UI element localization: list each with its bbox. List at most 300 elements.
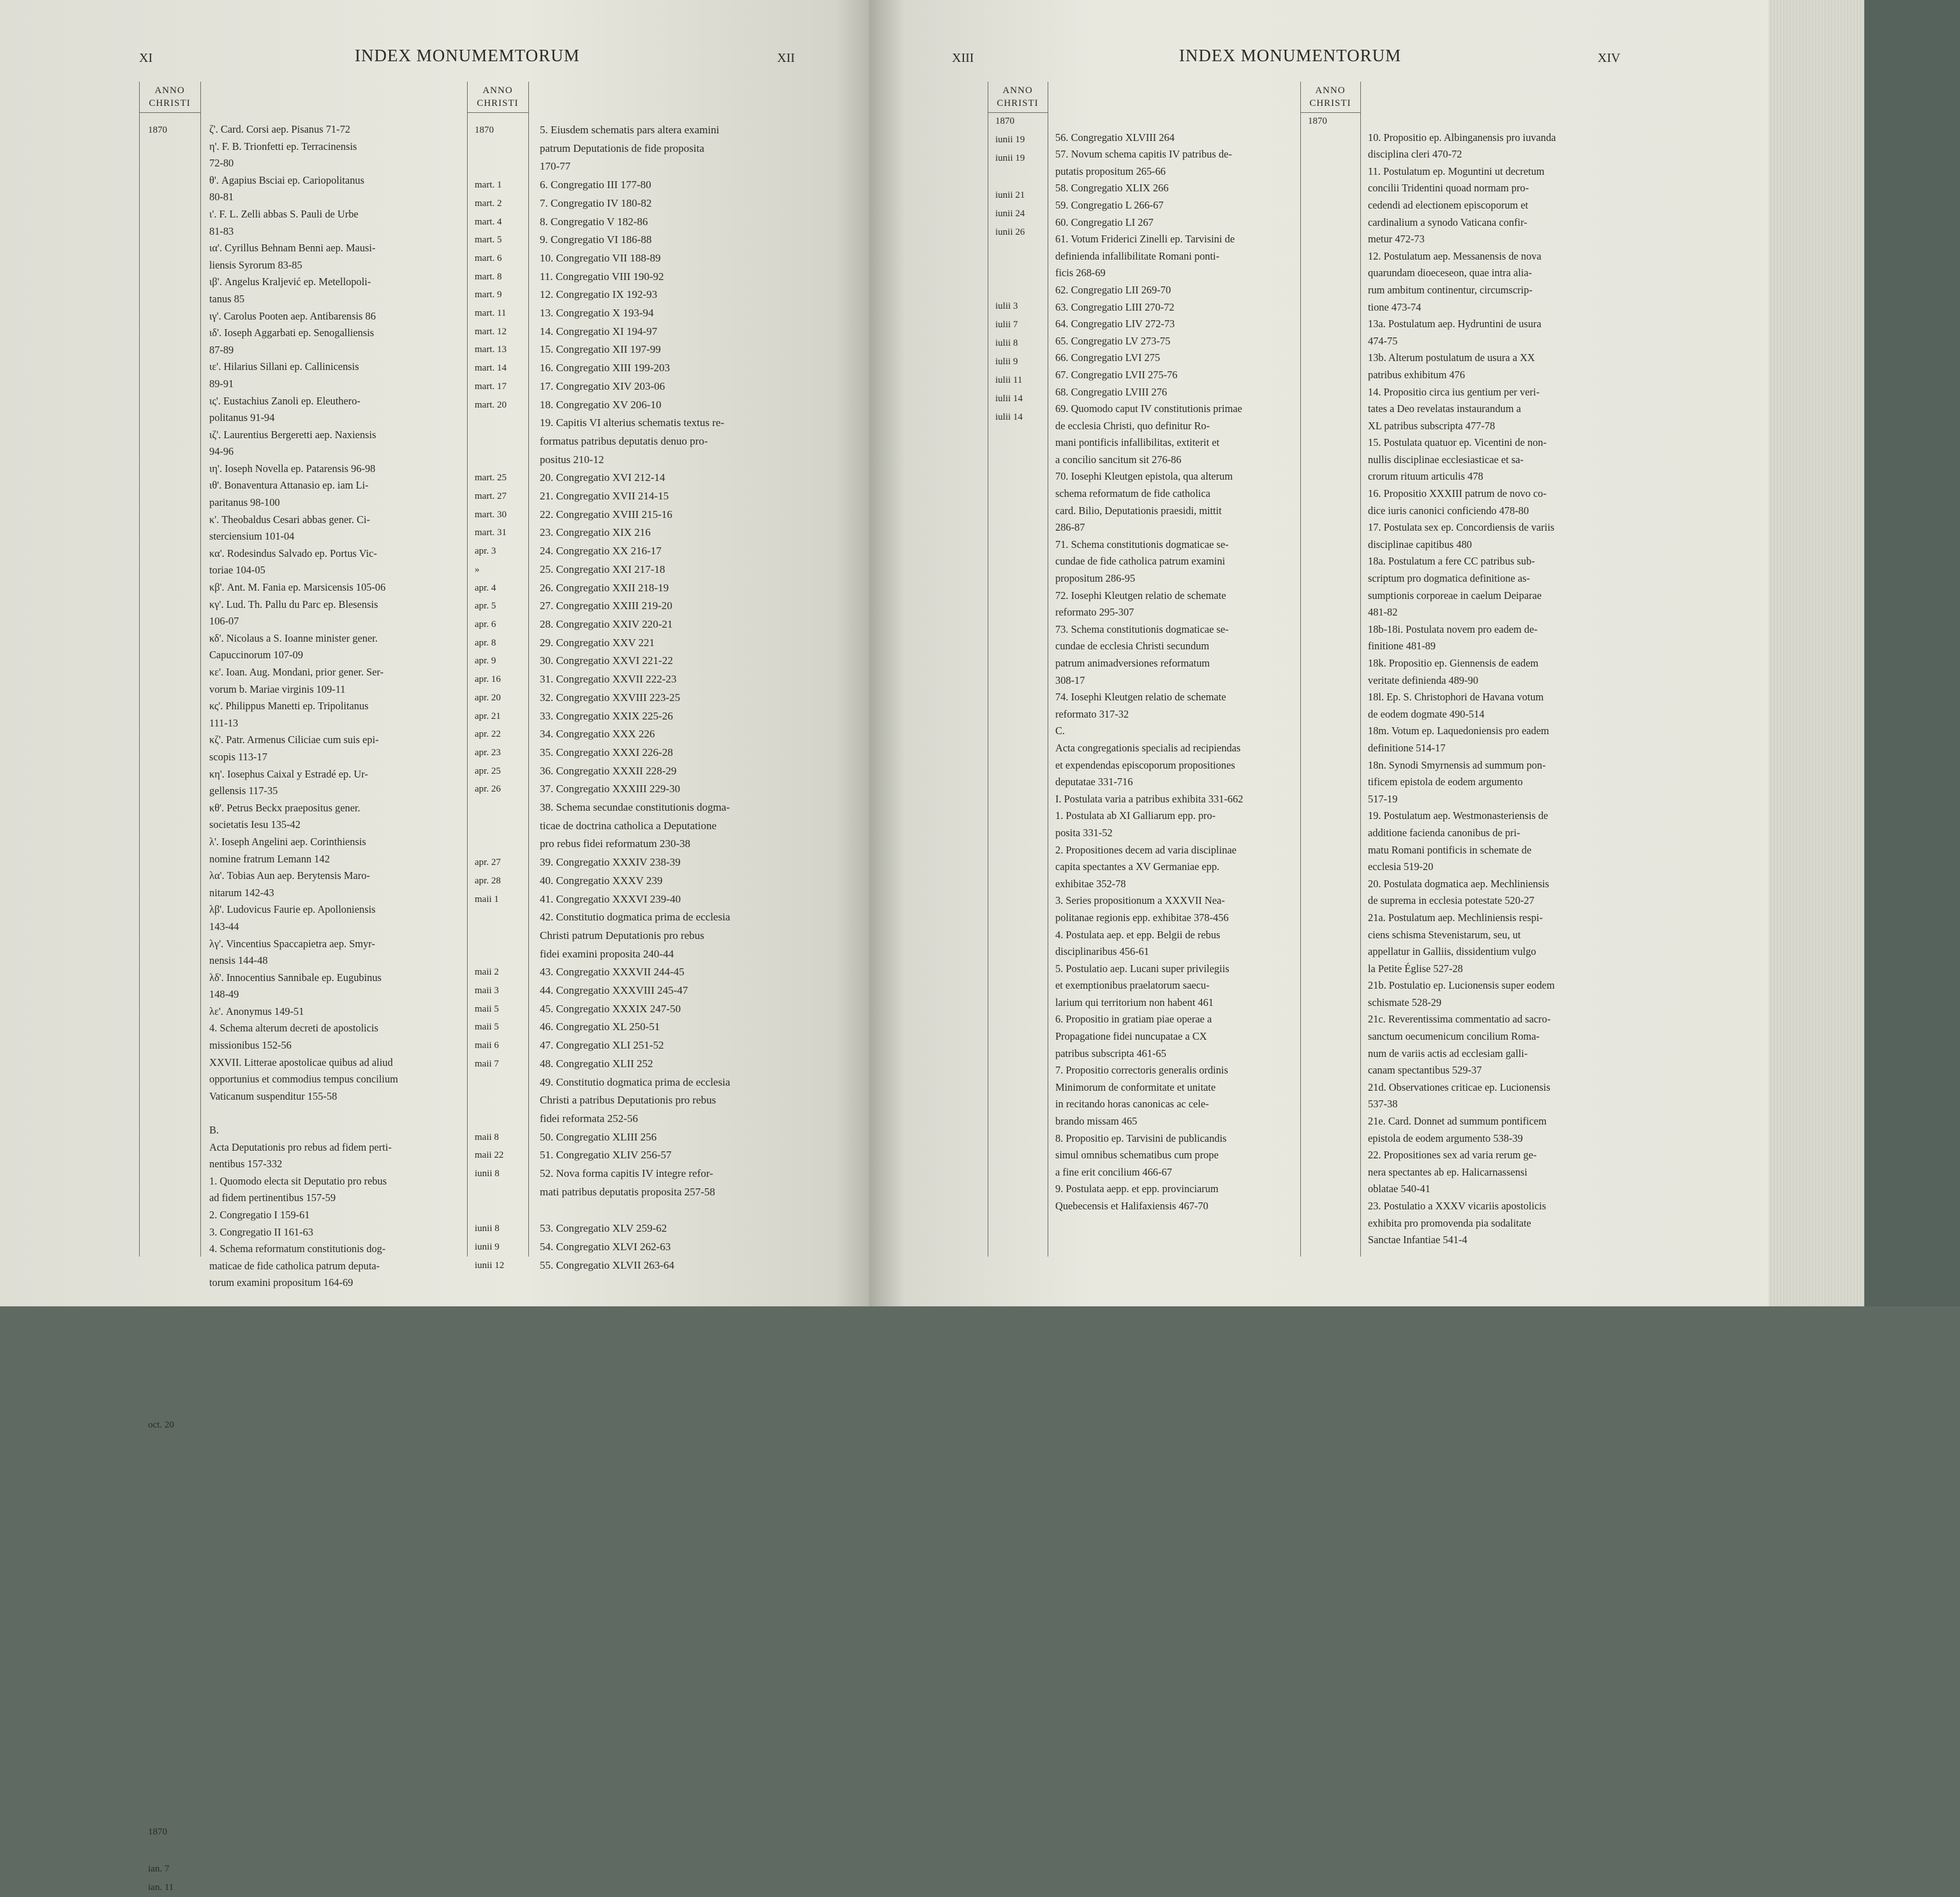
index-entry-line: 26. Congregatio XXII 218-19 [540, 581, 669, 594]
index-entry-line: Propagatione fidei nuncupatae a CX [1055, 1030, 1207, 1043]
index-entry-line: ιθ'. Bonaventura Attanasio ep. iam Li- [209, 479, 369, 492]
date-cell: maii 7 [475, 1058, 499, 1069]
running-title-left: INDEX MONUMEMTORUM [355, 46, 580, 65]
date-cell [148, 676, 198, 695]
index-entry-line: ticae de doctrina catholica a Deputatione [540, 819, 717, 832]
index-entry-line: tione 473-74 [1368, 300, 1422, 313]
date-cell: mart. 20 [475, 399, 507, 410]
date-cell [148, 806, 198, 824]
date-cell [148, 1694, 198, 1712]
date-cell [475, 451, 524, 469]
date-cell [148, 972, 198, 991]
page-number-xiii: XIII [952, 51, 974, 65]
index-entry-line: 2. Propositiones decem ad varia disciplinae [1055, 843, 1237, 856]
date-cell: mart. 31 [475, 528, 507, 538]
column-rule [139, 82, 140, 1257]
index-entry-line: κα'. Rodesindus Salvado ep. Portus Vic- [209, 547, 377, 559]
index-entry-line: 52. Nova forma capitis IV integre refor- [540, 1167, 713, 1180]
index-entry-line: mati patribus deputatis proposita 257-58 [540, 1185, 715, 1198]
date-cell [148, 528, 198, 547]
index-entry-line: patrum Deputationis de fide proposita [540, 142, 704, 154]
date-cell: mart. 17 [475, 381, 507, 392]
date-cell [148, 1509, 198, 1527]
date-cell [475, 908, 524, 927]
date-cell [475, 158, 524, 176]
index-entry-line: 3. Congregatio II 161-63 [209, 1225, 313, 1238]
index-entry-line: 33. Congregatio XXIX 225-26 [540, 709, 673, 722]
date-cell [995, 242, 1045, 260]
date-cell [148, 491, 198, 510]
date-cell: oct. 20 [148, 1420, 174, 1430]
index-entry-line: 5. Eiusdem schematis pars altera examini [540, 124, 720, 136]
date-cell: iunii 26 [995, 227, 1025, 237]
index-entry-line: 148-49 [209, 988, 239, 1001]
date-cell: mart. 11 [475, 308, 507, 319]
date-cell [148, 1046, 198, 1065]
index-entry-line: 66. Congregatio LVI 275 [1055, 351, 1161, 364]
index-entry-line: I. Postulata varia a patribus exhibita 331-662 [1055, 792, 1244, 805]
date-cell: apr. 20 [475, 692, 501, 703]
index-entry-line: sanctum oecumenicum concilium Roma- [1368, 1030, 1540, 1043]
index-entry-line: cundae de fide catholica patrum examini [1055, 555, 1226, 568]
index-entry-line: opportunius et commodius tempus concilium [209, 1073, 398, 1086]
index-entry-line: 47. Congregatio XLI 251-52 [540, 1039, 664, 1052]
index-entry-line: paritanus 98-100 [209, 496, 280, 509]
date-cell [148, 1231, 198, 1250]
index-entry-line: 38. Schema secundae constitutionis dogma- [540, 801, 730, 814]
index-entry-line: η'. F. B. Trionfetti ep. Terracinensis [209, 140, 357, 152]
index-entry-line: 9. Congregatio VI 186-88 [540, 233, 652, 246]
index-entry-line: 12. Postulatum aep. Messanensis de nova [1368, 249, 1541, 262]
date-cell [148, 1749, 198, 1768]
date-cell [475, 945, 524, 964]
date-cell: maii 5 [475, 1003, 499, 1014]
index-entry-line: XL patribus subscripta 477-78 [1368, 419, 1496, 432]
date-cell [148, 1379, 198, 1398]
anno-christi-heading: ANNO CHRISTI [997, 85, 1039, 108]
index-entry-line: 17. Congregatio XIV 203-06 [540, 380, 665, 392]
index-entry-line: 8. Propositio ep. Tarvisini de publicandis [1055, 1132, 1227, 1144]
index-entry-line: torum examini propositum 164-69 [209, 1276, 353, 1289]
date-cell [148, 1472, 198, 1490]
date-cell: apr. 16 [475, 674, 501, 685]
index-entry-line: 94-96 [209, 445, 234, 458]
date-cell [148, 732, 198, 750]
index-entry-line: Capuccinorum 107-09 [209, 649, 304, 661]
date-cell [148, 306, 198, 325]
index-entry-line: tates a Deo revelatas instaurandum a [1368, 402, 1521, 415]
index-entry-line: 22. Congregatio XVIII 215-16 [540, 508, 672, 520]
index-entry-line: C. [1055, 725, 1065, 737]
index-entry-line: epistola de eodem argumento 538-39 [1368, 1132, 1523, 1144]
index-entry-line: et expendendas episcoporum propositiones [1055, 758, 1235, 771]
index-entry-line: missionibus 152-56 [209, 1039, 292, 1052]
index-entry-line: ιζ'. Laurentius Bergeretti aep. Naxiensis [209, 428, 376, 441]
date-cell: iunii 19 [995, 153, 1025, 163]
index-entry-line: disciplinaribus 456-61 [1055, 945, 1150, 958]
index-entry-line: 15. Congregatio XII 197-99 [540, 343, 661, 356]
date-cell [148, 1028, 198, 1046]
date-cell [148, 1546, 198, 1564]
index-entry-line: formatus patribus deputatis denuo pro- [540, 434, 708, 447]
date-cell: iunii 8 [475, 1223, 500, 1234]
index-entry-line: 474-75 [1368, 334, 1398, 347]
index-entry-line: ciens schisma Stevenistarum, seu, ut [1368, 928, 1521, 941]
index-entry-line: liensis Syrorum 83-85 [209, 258, 302, 271]
index-entry-line: posita 331-52 [1055, 826, 1113, 839]
date-cell [148, 1194, 198, 1213]
date-cell: mart. 14 [475, 363, 507, 374]
date-cell [148, 1842, 198, 1860]
index-entry-line: cundae de ecclesia Christi secundum [1055, 640, 1210, 653]
date-cell: mart. 6 [475, 253, 502, 263]
index-entry-line: 18b-18i. Postulata novem pro eadem de- [1368, 623, 1538, 635]
index-entry-line: 308-17 [1055, 674, 1085, 686]
index-entry-line: 15. Postulata quatuor ep. Vicentini de non- [1368, 436, 1547, 449]
index-entry-line: de ecclesia Christi, quo definitur Ro- [1055, 419, 1210, 432]
date-cell [475, 799, 524, 817]
index-entry-line: 80-81 [209, 191, 234, 203]
index-entry-line: 13a. Postulatum aep. Hydruntini de usura [1368, 318, 1541, 330]
date-cell [148, 362, 198, 380]
index-entry-line: κ'. Theobaldus Cesari abbas gener. Ci- [209, 513, 370, 526]
date-cell [148, 695, 198, 713]
date-cell [148, 1157, 198, 1176]
index-entry-line: 517-19 [1368, 792, 1398, 805]
date-cell: apr. 22 [475, 729, 501, 740]
date-cell [148, 1398, 198, 1416]
date-cell: mart. 5 [475, 235, 502, 246]
index-entry-line: 7. Congregatio IV 180-82 [540, 196, 652, 209]
date-cell: maii 6 [475, 1040, 499, 1051]
index-entry-line: 36. Congregatio XXXII 228-29 [540, 764, 677, 777]
date-cell [148, 787, 198, 806]
index-entry-line: finitione 481-89 [1368, 640, 1436, 653]
index-entry-line: disciplinae capitibus 480 [1368, 538, 1472, 550]
index-entry-line: Acta Deputationis pro rebus ad fidem perti- [209, 1140, 392, 1153]
index-entry-line: Christi patrum Deputationis pro rebus [540, 929, 704, 941]
index-entry-line: 39. Congregatio XXXIV 238-39 [540, 856, 681, 869]
index-entry-line: scopis 113-17 [209, 750, 267, 763]
index-entry-line: quarundam dioeceseon, quae intra alia- [1368, 267, 1533, 279]
index-entry-line: ecclesia 519-20 [1368, 860, 1434, 873]
date-cell [475, 1110, 524, 1128]
index-entry-line: schismate 528-29 [1368, 996, 1442, 1008]
index-entry-line: 87-89 [209, 343, 234, 356]
index-entry-line: nomine fratrum Lemann 142 [209, 852, 330, 865]
index-entry-line: oblatae 540-41 [1368, 1183, 1430, 1195]
date-cell [148, 325, 198, 343]
date-column [1308, 112, 1358, 131]
index-entry-line [1055, 112, 1293, 129]
index-entry-line: 28. Congregatio XXIV 220-21 [540, 617, 673, 630]
index-entry-line: 5. Postulatio aep. Lucani super privilegiis [1055, 962, 1229, 975]
index-entry-line: 30. Congregatio XXVI 221-22 [540, 654, 673, 667]
index-entry-line: concilii Tridentini quoad normam pro- [1368, 182, 1529, 195]
index-column-1 [209, 121, 458, 1292]
index-entry-line: 67. Congregatio LVII 275-76 [1055, 368, 1178, 381]
index-entry-line: Acta congregationis specialis ad recipiendas [1055, 741, 1241, 754]
date-cell: mart. 25 [475, 473, 507, 483]
index-column-3 [1055, 112, 1293, 1215]
date-cell [148, 639, 198, 658]
left-book-page [0, 0, 869, 1893]
date-cell: iulii 14 [995, 394, 1023, 404]
date-cell [148, 140, 198, 158]
date-column [148, 121, 198, 1897]
index-entry-line: 19. Capitis VI alterius schematis textus re- [540, 417, 725, 429]
date-cell [148, 1805, 198, 1823]
index-entry-line: 286-87 [1055, 521, 1085, 534]
date-cell: mart. 30 [475, 509, 507, 520]
date-cell: maii 3 [475, 985, 499, 996]
index-entry-line: 54. Congregatio XLVI 262-63 [540, 1240, 671, 1253]
index-entry-line: ις'. Eustachius Zanoli ep. Eleuthero- [209, 394, 360, 407]
date-cell [148, 1268, 198, 1287]
date-cell [475, 1091, 524, 1110]
date-cell [148, 158, 198, 177]
index-column-2 [540, 121, 795, 1274]
index-entry-line: 89-91 [209, 377, 234, 390]
date-cell [148, 1361, 198, 1379]
date-cell [148, 1120, 198, 1139]
index-entry-line: exhibita pro promovenda pia sodalitate [1368, 1216, 1531, 1229]
column-rule [467, 82, 468, 1257]
index-entry-line: scriptum pro dogmatica definitione as- [1368, 572, 1530, 585]
date-cell [475, 1201, 524, 1220]
index-entry-line: patribus subscripta 461-65 [1055, 1047, 1166, 1059]
index-entry-line: 143-44 [209, 920, 239, 933]
date-cell: iunii 8 [475, 1169, 500, 1179]
index-entry-line: 170-77 [540, 160, 571, 173]
date-cell: apr. 4 [475, 582, 496, 593]
date-cell: maii 1 [475, 894, 499, 904]
date-cell [148, 658, 198, 676]
index-entry-line: tanus 85 [209, 292, 245, 305]
date-cell [148, 713, 198, 732]
page-number-xi: XI [139, 51, 153, 65]
index-entry-line: 21b. Postulatio ep. Lucionensis super eodem [1368, 979, 1555, 992]
index-entry-line: XXVII. Litterae apostolicae quibus ad aliud [209, 1056, 393, 1068]
index-entry-line: 1. Quomodo electa sit Deputatio pro rebus [209, 1174, 387, 1187]
date-cell: apr. 5 [475, 601, 496, 612]
date-cell [148, 565, 198, 584]
date-cell: iulii 14 [995, 412, 1023, 422]
date-cell [148, 195, 198, 214]
date-cell [148, 1583, 198, 1601]
date-cell [148, 1490, 198, 1509]
index-entry-line: 25. Congregatio XXI 217-18 [540, 563, 665, 575]
date-cell [148, 1601, 198, 1620]
date-cell: » [475, 564, 480, 575]
index-entry-line: κβ'. Ant. M. Fania ep. Marsicensis 105-06 [209, 581, 386, 594]
index-entry-line: a fine erit concilium 466-67 [1055, 1165, 1172, 1178]
date-cell: iulii 3 [995, 301, 1018, 311]
index-entry-line: 41. Congregatio XXXVI 239-40 [540, 892, 681, 905]
date-cell: apr. 3 [475, 546, 496, 557]
page-edges [1769, 0, 1864, 1306]
index-entry-line: κδ'. Nicolaus a S. Ioanne minister gener. [209, 631, 378, 644]
index-entry-line: ιγ'. Carolus Pooten aep. Antibarensis 86 [209, 309, 376, 322]
index-entry-line: 69. Quomodo caput IV constitutionis primae [1055, 402, 1242, 415]
date-cell [475, 1183, 524, 1202]
column-rule [1300, 82, 1301, 1257]
date-cell [148, 602, 198, 621]
date-cell [148, 547, 198, 565]
index-entry-line: 64. Congregatio LIV 272-73 [1055, 318, 1175, 330]
index-entry-line: appellatur in Galliis, dissidentium vulgo [1368, 945, 1536, 958]
index-entry-line: 70. Iosephi Kleutgen epistola, qua alterum [1055, 470, 1233, 483]
date-cell: iunii 19 [995, 135, 1025, 145]
index-entry-line: 46. Congregatio XL 250-51 [540, 1021, 660, 1033]
index-entry-line: 55. Congregatio XLVII 263-64 [540, 1259, 674, 1271]
index-entry-line: 42. Constitutio dogmatica prima de ecclesia [540, 911, 731, 924]
index-entry-line: 27. Congregatio XXIII 219-20 [540, 600, 672, 612]
date-cell [148, 1731, 198, 1749]
index-entry-line: ι'. F. L. Zelli abbas S. Pauli de Urbe [209, 207, 359, 220]
index-entry-line: ιβ'. Angelus Kraljević ep. Metellopoli- [209, 276, 371, 288]
index-entry-line: 57. Novum schema capitis IV patribus de- [1055, 148, 1232, 161]
right-book-page [869, 0, 1769, 1306]
index-entry-line: gellensis 117-35 [209, 785, 278, 797]
index-entry-line [209, 1105, 458, 1122]
index-entry-line: 45. Congregatio XXXIX 247-50 [540, 1002, 681, 1015]
index-entry-line: 24. Congregatio XX 216-17 [540, 545, 662, 557]
date-cell: 1870 [1308, 116, 1327, 126]
date-cell: apr. 27 [475, 857, 501, 868]
index-entry-line: ζ'. Card. Corsi aep. Pisanus 71-72 [209, 123, 350, 135]
index-entry-line: de eodem dogmate 490-514 [1368, 707, 1485, 720]
date-cell [148, 750, 198, 769]
index-entry-line: Sanctae Infantiae 541-4 [1368, 1234, 1467, 1246]
index-entry-line: 44. Congregatio XXXVIII 245-47 [540, 984, 688, 997]
index-entry-line: 18m. Votum ep. Laquedoniensis pro eadem [1368, 725, 1549, 737]
index-entry-line: 20. Postulata dogmatica aep. Mechliniensis [1368, 877, 1550, 890]
index-entry-line: λε'. Anonymus 149-51 [209, 1005, 304, 1017]
date-cell [148, 1083, 198, 1102]
index-entry-line: 20. Congregatio XVI 212-14 [540, 471, 665, 484]
date-cell: apr. 28 [475, 875, 501, 886]
anno-christi-heading: ANNO CHRISTI [149, 85, 191, 108]
date-cell [995, 260, 1045, 279]
index-entry-line: 1. Postulata ab XI Galliarum epp. pro- [1055, 809, 1216, 822]
index-entry-line: 21a. Postulatum aep. Mechliniensis respi- [1368, 911, 1543, 924]
date-cell [148, 1435, 198, 1453]
index-entry-line: a concilio sancitum sit 276-86 [1055, 453, 1182, 466]
index-entry-line: 72. Iosephi Kleutgen relatio de schemate [1055, 589, 1226, 602]
index-entry-line: λα'. Tobias Aun aep. Berytensis Maro- [209, 869, 370, 882]
index-entry-line: 21d. Observationes criticae ep. Lucionensis [1368, 1081, 1550, 1093]
index-entry-line: Quebecensis et Halifaxiensis 467-70 [1055, 1200, 1208, 1212]
index-entry-line: 16. Propositio XXXIII patrum de novo co- [1368, 487, 1547, 500]
date-cell: 1870 [148, 1827, 167, 1837]
index-entry-line: 71. Schema constitutionis dogmaticae se- [1055, 538, 1229, 550]
index-entry-line: 10. Congregatio VII 188-89 [540, 251, 661, 264]
index-entry-line: λγ'. Vincentius Spaccapietra aep. Smyr- [209, 937, 375, 950]
date-cell: apr. 23 [475, 747, 501, 758]
index-entry-line: 68. Congregatio LVIII 276 [1055, 385, 1168, 398]
index-entry-line: larium qui territorium non habent 461 [1055, 996, 1214, 1008]
date-cell [148, 1638, 198, 1657]
date-cell [148, 269, 198, 288]
date-cell [148, 1009, 198, 1028]
index-entry-line: simul omnibus schematibus cum prope [1055, 1149, 1219, 1162]
date-cell: mart. 4 [475, 216, 502, 227]
index-entry-line: λβ'. Ludovicus Faurie ep. Apolloniensis [209, 903, 376, 916]
index-entry-line: metur 472-73 [1368, 233, 1425, 246]
date-cell: mart. 13 [475, 344, 507, 355]
index-entry-line: de suprema in ecclesia potestate 520-27 [1368, 894, 1534, 907]
index-entry-line: propositum 286-95 [1055, 572, 1136, 585]
date-cell [148, 621, 198, 639]
date-cell [148, 343, 198, 362]
index-entry-line: 7. Propositio correctoris generalis ordinis [1055, 1064, 1228, 1077]
column-rule [200, 82, 201, 1257]
index-entry-line: politanae regionis epp. exhibitae 378-456 [1055, 911, 1229, 924]
date-cell [148, 1768, 198, 1786]
date-column [995, 112, 1045, 427]
date-cell [148, 454, 198, 473]
index-entry-line: 37. Congregatio XXXIII 229-30 [540, 783, 681, 795]
index-entry-line: nensis 144-48 [209, 954, 268, 967]
index-entry-line: 19. Postulatum aep. Westmonasteriensis de [1368, 809, 1548, 822]
index-entry-line: κς'. Philippus Manetti ep. Tripolitanus [209, 700, 369, 712]
date-cell [148, 232, 198, 251]
index-entry-line: 12. Congregatio IX 192-93 [540, 288, 658, 301]
date-cell: apr. 6 [475, 619, 496, 630]
index-entry-line: κγ'. Lud. Th. Pallu du Parc ep. Blesensis [209, 598, 378, 610]
date-cell [148, 1564, 198, 1583]
index-entry-line: politanus 91-94 [209, 411, 275, 424]
index-entry-line: 106-07 [209, 615, 239, 628]
page-number-xii: XII [777, 51, 795, 65]
index-entry-line: 6. Propositio in gratiam piae operae a [1055, 1013, 1212, 1026]
index-entry-line: 18k. Propositio ep. Giennensis de eadem [1368, 657, 1539, 669]
date-cell [148, 177, 198, 195]
index-entry-line: 22. Propositiones sex ad varia rerum ge- [1368, 1149, 1537, 1162]
date-cell [148, 473, 198, 491]
index-entry-line: 18. Congregatio XV 206-10 [540, 398, 662, 411]
date-cell [995, 279, 1045, 297]
date-cell: mart. 8 [475, 271, 502, 282]
index-entry-line: 53. Congregatio XLV 259-62 [540, 1222, 667, 1235]
date-cell [475, 927, 524, 945]
date-cell [148, 1102, 198, 1120]
date-cell: iunii 12 [475, 1260, 505, 1271]
date-cell: iulii 9 [995, 357, 1018, 367]
date-cell [148, 824, 198, 843]
index-entry-line: κθ'. Petrus Beckx praepositus gener. [209, 801, 360, 814]
index-entry-line: toriae 104-05 [209, 564, 265, 577]
date-cell: apr. 25 [475, 765, 501, 776]
index-entry-line: ιδ'. Ioseph Aggarbati ep. Senogalliensis [209, 327, 375, 339]
index-entry-line: 21. Congregatio XVII 214-15 [540, 490, 669, 503]
date-cell: mart. 12 [475, 326, 507, 337]
index-entry-line: 32. Congregatio XXVIII 223-25 [540, 691, 681, 704]
index-entry-line: 2. Congregatio I 159-61 [209, 1209, 310, 1221]
date-cell [148, 436, 198, 454]
index-entry-line: 18l. Ep. S. Christophori de Havana votum [1368, 691, 1544, 704]
index-entry-line: 62. Congregatio LII 269-70 [1055, 283, 1171, 296]
date-cell [148, 1250, 198, 1268]
date-cell: ian. 7 [148, 1864, 170, 1874]
index-entry-line: definitione 514-17 [1368, 741, 1446, 754]
date-cell [148, 584, 198, 602]
index-entry-line: 60. Congregatio LI 267 [1055, 216, 1154, 228]
index-entry-line: nera spectantes ab ep. Halicarnassensi [1368, 1165, 1527, 1178]
index-entry-line: exhibitae 352-78 [1055, 877, 1126, 890]
index-entry-line: 65. Congregatio LV 273-75 [1055, 334, 1171, 347]
